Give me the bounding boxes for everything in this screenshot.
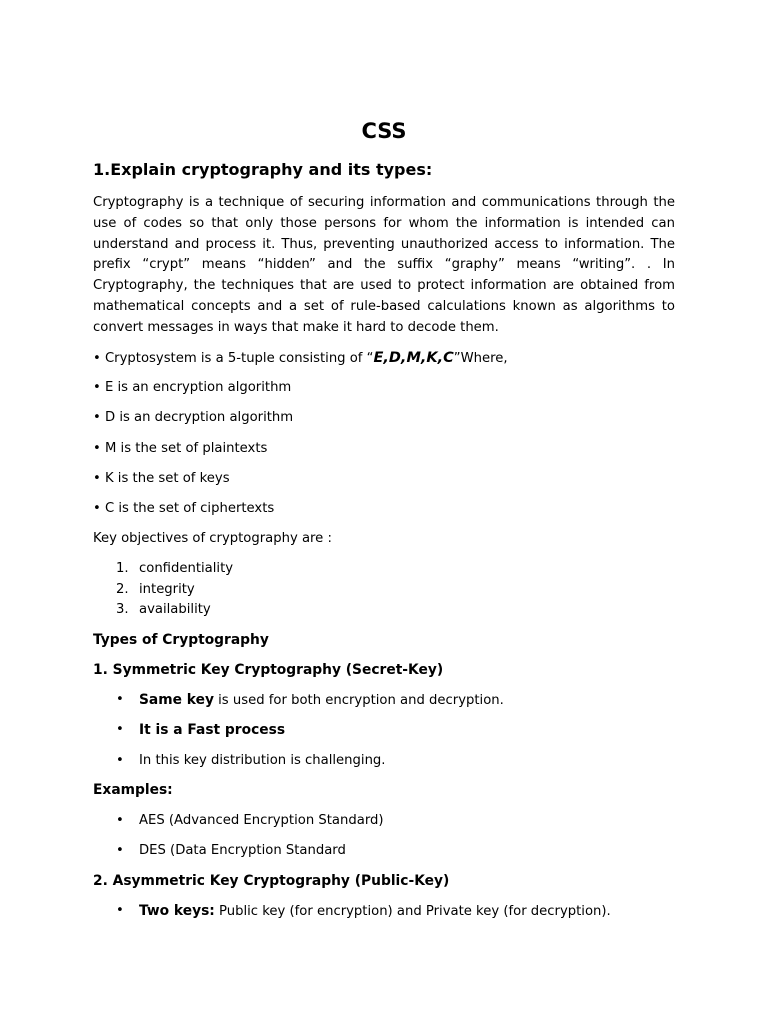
- symmetric-bullet-3: In this key distribution is challenging.: [139, 753, 386, 768]
- cryptosystem-suffix: ”Where,: [453, 351, 508, 366]
- symmetric-bullet-1: [139, 692, 504, 708]
- definition-item: • E is an encryption algorithm: [93, 380, 292, 395]
- example-item: DES (Data Encryption Standard: [139, 843, 346, 858]
- symmetric-bullet-2: It is a Fast process: [139, 722, 286, 738]
- examples-label: Examples:: [93, 782, 173, 798]
- section-heading: 1.Explain cryptography and its types:: [93, 160, 433, 179]
- bullet-text: Public key (for encryption) and Private key (for decryption).: [214, 904, 611, 919]
- bullet-marker: •: [116, 843, 124, 858]
- list-number: 1.: [116, 561, 129, 576]
- asymmetric-heading: 2. Asymmetric Key Cryptography (Public-Key): [93, 873, 450, 889]
- bullet-text: is used for both encryption and decryption.: [213, 693, 504, 708]
- example-item: AES (Advanced Encryption Standard): [139, 813, 384, 828]
- list-number: 3.: [116, 602, 129, 617]
- asymmetric-bullet-1: [139, 903, 611, 919]
- bullet-marker: •: [116, 813, 124, 828]
- definition-item: • M is the set of plaintexts: [93, 441, 268, 456]
- cryptosystem-prefix: • Cryptosystem is a 5-tuple consisting of “: [93, 351, 374, 366]
- types-heading: Types of Cryptography: [93, 632, 269, 648]
- definition-item: • K is the set of keys: [93, 471, 230, 486]
- objective-item: confidentiality: [139, 561, 234, 576]
- objectives-intro: Key objectives of cryptography are :: [93, 531, 332, 546]
- bold-text: Same key: [139, 692, 214, 708]
- objective-item: integrity: [139, 582, 195, 597]
- bullet-marker: •: [116, 903, 124, 918]
- definition-item: • D is an decryption algorithm: [93, 410, 294, 425]
- bullet-marker: •: [116, 692, 124, 707]
- list-number: 2.: [116, 582, 129, 597]
- bullet-marker: •: [116, 753, 124, 768]
- definition-item: • C is the set of ciphertexts: [93, 501, 275, 516]
- cryptosystem-tuple: E,D,M,K,C: [373, 350, 454, 366]
- objective-item: availability: [139, 602, 211, 617]
- page-title: CSS: [361, 119, 407, 143]
- bold-text: Two keys:: [139, 903, 215, 919]
- symmetric-heading: 1. Symmetric Key Cryptography (Secret-Key): [93, 662, 444, 678]
- bullet-marker: •: [116, 722, 124, 737]
- cryptosystem-line: [93, 350, 508, 366]
- intro-paragraph: Cryptography is a technique of securing information and communications through the use of codes so that only those persons for whom the information is intended can understand and process it. Thus, preventing unauthorized access to information. The prefix “crypt” means “hidden” and the suffix “graphy” means “writing”. . In Cryptography, the techniques that are used to protect information are obtained from mathematical concepts and a set of rule-based calculations known as algorithms to convert messages in ways that make it hard to decode them.: [93, 195, 675, 335]
